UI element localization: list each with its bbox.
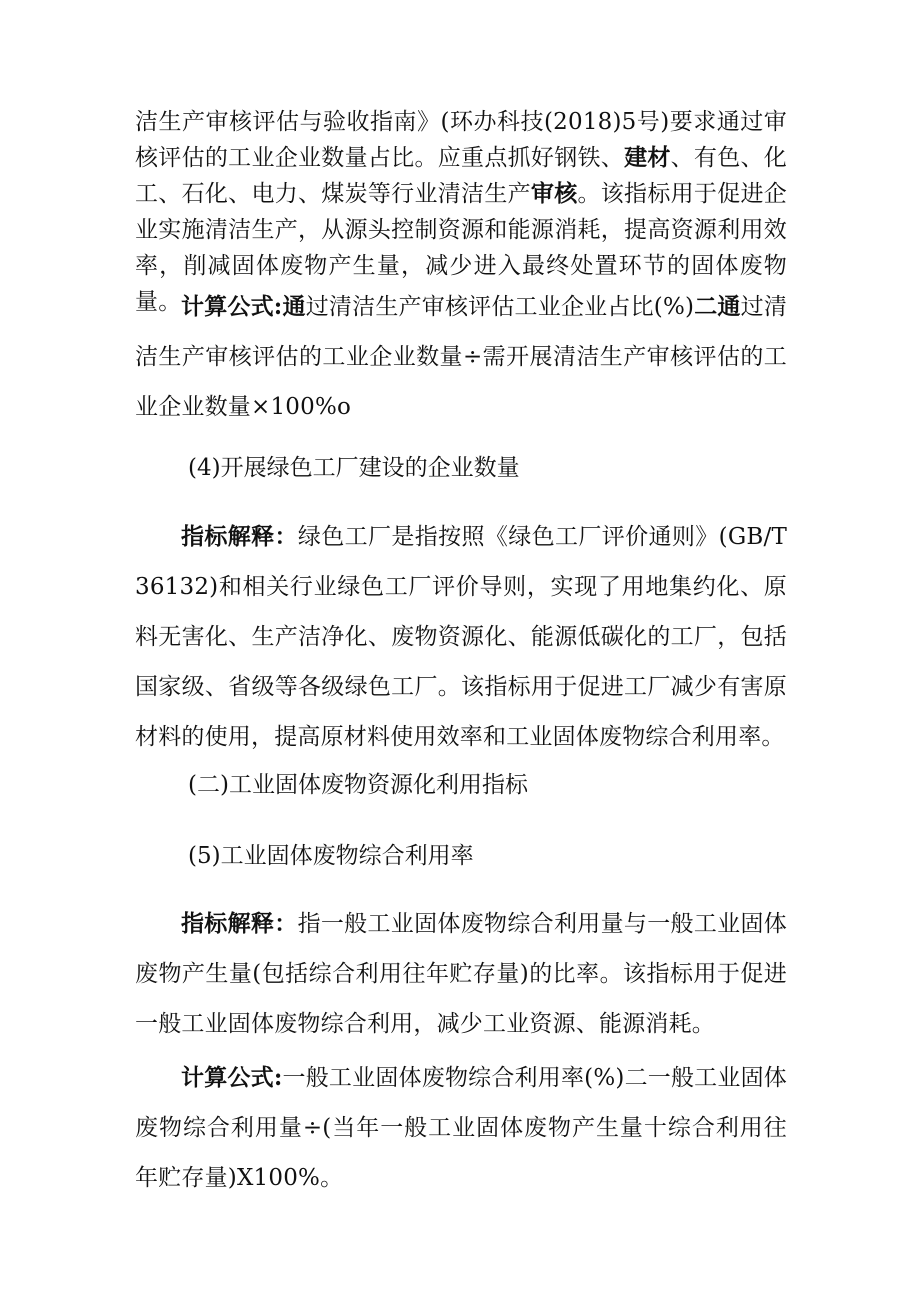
- bold-term-audit: 审核: [530, 180, 578, 207]
- text-segment: 、有色、化工、石化、电力、煤炭等行业清洁生产: [135, 145, 787, 207]
- explanation-label: 指标解释：: [181, 523, 298, 550]
- text-segment: 指一般工业固体废物综合利用量与一般工业固体废物产生量(包括综合利用往年贮存量)的比率。该指标用于促进一般工业固体废物综合利用，减少工业资源、能源消耗。: [135, 911, 787, 1037]
- text-segment: 一般工业固体废物综合利用率(%)二一般工业固体废物综合利用量÷(当年一般工业固体废物产生量十综合利用往年贮存量)X100%。: [135, 1065, 787, 1191]
- paragraph-green-factory-explanation: [135, 512, 787, 762]
- text-segment: 过清洁生产审核评估工业企业占比(%): [305, 294, 695, 320]
- heading-solid-waste-utilization-rate: (5)工业固体废物综合利用率: [188, 843, 474, 869]
- formula-label: 计算公式:: [181, 1064, 283, 1091]
- text-segment: 。该指标用于促进企业实施清洁生产，从源头控制资源和能源消耗，提高资源利用效率，削减固体废物产生量，减少进入最终处置环节的固体废物量。: [135, 181, 787, 315]
- text-segment: 绿色工厂是指按照《绿色工厂评价通则》(GB/T36132)和相关行业绿色工厂评价导则，实现了用地集约化、原料无害化、生产洁净化、废物资源化、能源低碳化的工厂，包括国家级、省级等各级绿色工厂。该指标用于促进工厂减少有害原材料的使用，提高原材料使用效率和工业固体废物综合利用率。: [135, 524, 787, 750]
- text-segment: 过清洁生产审核评估的工业企业数量÷需开展清洁生产审核评估的工业企业数量×100%o: [135, 294, 788, 420]
- paragraph-utilization-rate-explanation: [135, 899, 787, 1049]
- heading-section-resource-utilization: (二)工业固体废物资源化利用指标: [188, 772, 528, 798]
- paragraph-formula-audit-ratio: [135, 282, 787, 432]
- paragraph-formula-utilization-rate: [135, 1053, 787, 1203]
- explanation-label: 指标解释：: [181, 910, 298, 937]
- bold-term-building-materials: 建材: [624, 144, 671, 171]
- text-segment: 洁生产审核评估与验收指南》(环办科技(2018)5号)要求通过审核评估的工业企业数量占比。应重点抓好钢铁、: [135, 109, 787, 171]
- heading-green-factory-count: (4)开展绿色工厂建设的企业数量: [188, 455, 520, 481]
- bold-segment: 通: [282, 293, 306, 320]
- formula-label: 计算公式:: [181, 293, 283, 320]
- bold-segment: 二通: [694, 293, 741, 320]
